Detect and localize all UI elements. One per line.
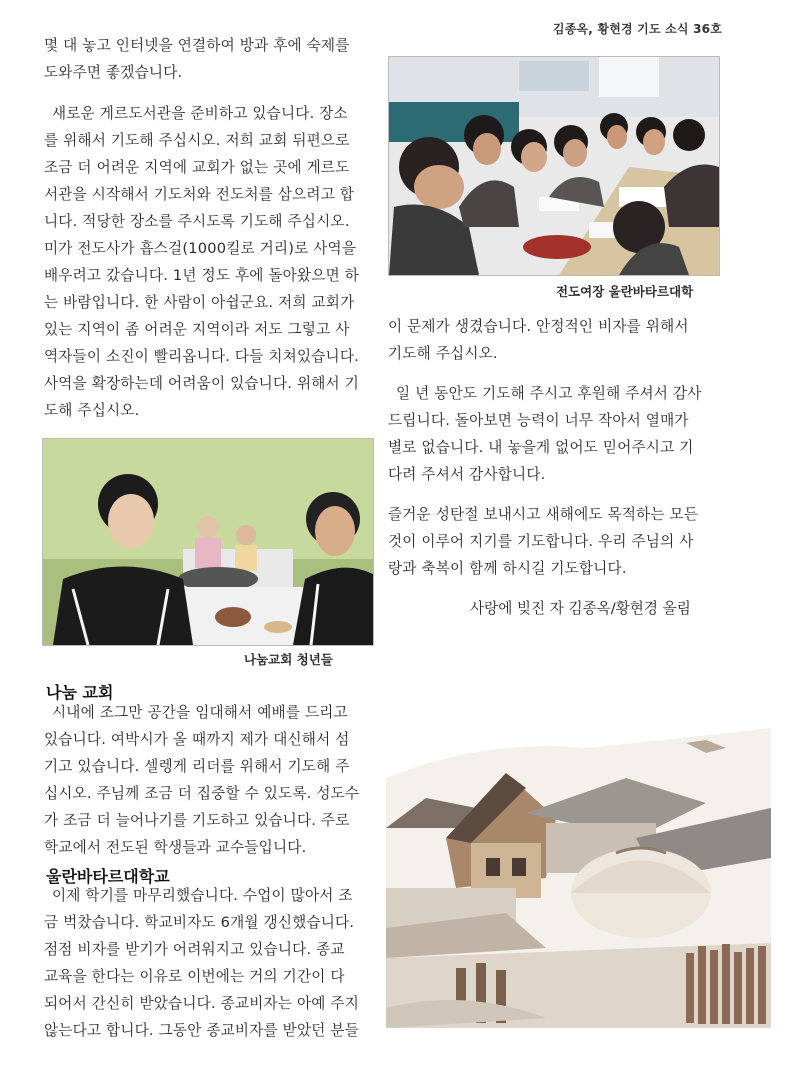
text-line: 점점 비자를 받기가 어려워지고 있습니다. 종교: [44, 941, 345, 958]
text-line: 일 년 동안도 기도해 주시고 후원해 주셔서 감사: [396, 385, 702, 402]
text-line: 학교에서 전도된 학생들과 교수들입니다.: [44, 839, 307, 856]
text-line: 별로 없습니다. 내 놓을게 없어도 믿어주시고 기: [388, 439, 694, 456]
intro-paragraph: [44, 32, 376, 86]
text-line: 이 문제가 생겼습니다. 안정적인 비자를 위해서: [388, 318, 689, 335]
text-line: 도와주면 좋겠습니다.: [44, 64, 183, 81]
text-line: 새로운 게르도서관을 준비하고 있습니다. 장소: [52, 105, 348, 122]
ger-watercolor-painting: [386, 718, 771, 1028]
visa-paragraph: [388, 313, 724, 367]
university-paragraph: [44, 882, 376, 1044]
nanum-church-paragraph: [44, 699, 376, 861]
text-line: 십시오. 주님께 조금 더 집중할 수 있도록. 성도수: [44, 785, 360, 802]
signature: 사랑에 빚진 자 김종옥/황현경 올림: [470, 600, 691, 617]
text-line: 가 조금 더 늘어나기를 기도하고 있습니다. 주로: [44, 812, 350, 829]
text-line: 배우려고 갔습니다. 1년 정도 후에 돌아왔으면 하: [44, 267, 360, 284]
text-line: 역자들이 소진이 빨리옵니다. 다들 치쳐있습니다.: [44, 348, 359, 365]
text-line: 교육을 한다는 이유로 이번에는 거의 기간이 다: [44, 968, 345, 985]
text-line: 몇 대 놓고 인터넷을 연결하여 방과 후에 숙제를: [44, 37, 350, 54]
text-line: 도해 주십시오.: [44, 402, 140, 419]
text-line: 것이 이루어 지기를 기도합니다. 우리 주님의 사: [388, 533, 694, 550]
university-classroom-photo: [388, 56, 720, 276]
text-line: 니다. 적당한 장소를 주시도록 기도해 주십시오.: [44, 213, 350, 230]
text-line: 있는 지역이 좀 어려운 지역이라 저도 그렇고 사: [44, 321, 350, 338]
christmas-paragraph: [388, 501, 724, 582]
nanum-church-heading: 나눔 교회: [46, 683, 114, 702]
youth-photo-caption: 나눔교회 청년들: [244, 652, 333, 667]
university-heading: 울란바타르대학교: [46, 867, 170, 886]
text-line: 드립니다. 돌아보면 능력이 너무 작아서 열매가: [388, 412, 689, 429]
youth-group-photo: [42, 438, 374, 646]
text-line: 랑과 축복이 함께 하시길 기도합니다.: [388, 560, 627, 577]
text-line: 기도해 주십시오.: [388, 345, 498, 362]
text-line: 사역을 확장하는데 어려움이 있습니다. 위해서 기: [44, 375, 359, 392]
text-line: 조금 더 어려운 지역에 교회가 없는 곳에 게르도: [44, 159, 350, 176]
text-line: 다려 주셔서 감사합니다.: [388, 466, 546, 483]
text-line: 서관을 시작해서 기도처와 전도처를 삼으려고 합: [44, 186, 355, 203]
text-line: 있습니다. 여박시가 올 때까지 제가 대신해서 섬: [44, 731, 350, 748]
text-line: 않는다고 합니다. 그동안 종교비자를 받았던 분들: [44, 1022, 359, 1039]
text-line: 금 벅찼습니다. 학교비자도 6개월 갱신했습니다.: [44, 914, 355, 931]
text-line: 되어서 간신히 받았습니다. 종교비자는 아예 주지: [44, 995, 359, 1012]
text-line: 이제 학기를 마무리했습니다. 수업이 많아서 조: [52, 887, 353, 904]
text-line: 는 바람입니다. 한 사람이 아쉽군요. 저희 교회가: [44, 294, 355, 311]
newsletter-header: 김종옥, 황현경 기도 소식 36호: [552, 22, 722, 36]
classroom-photo-caption: 전도여장 울란바타르대학: [556, 284, 694, 299]
ger-library-paragraph: [44, 100, 376, 424]
thanks-paragraph: [388, 380, 724, 488]
text-line: 즐거운 성탄절 보내시고 새해에도 목적하는 모든: [388, 506, 699, 523]
text-line: 시내에 조그만 공간을 임대해서 예배를 드리고: [52, 704, 348, 721]
text-line: 미가 전도사가 흡스걸(1000킬로 거리)로 사역을: [44, 240, 357, 257]
text-line: 기고 있습니다. 셀렝게 리더를 위해서 기도해 주: [44, 758, 350, 775]
text-line: 를 위해서 기도해 주십시오. 저희 교회 뒤편으로: [44, 132, 350, 149]
